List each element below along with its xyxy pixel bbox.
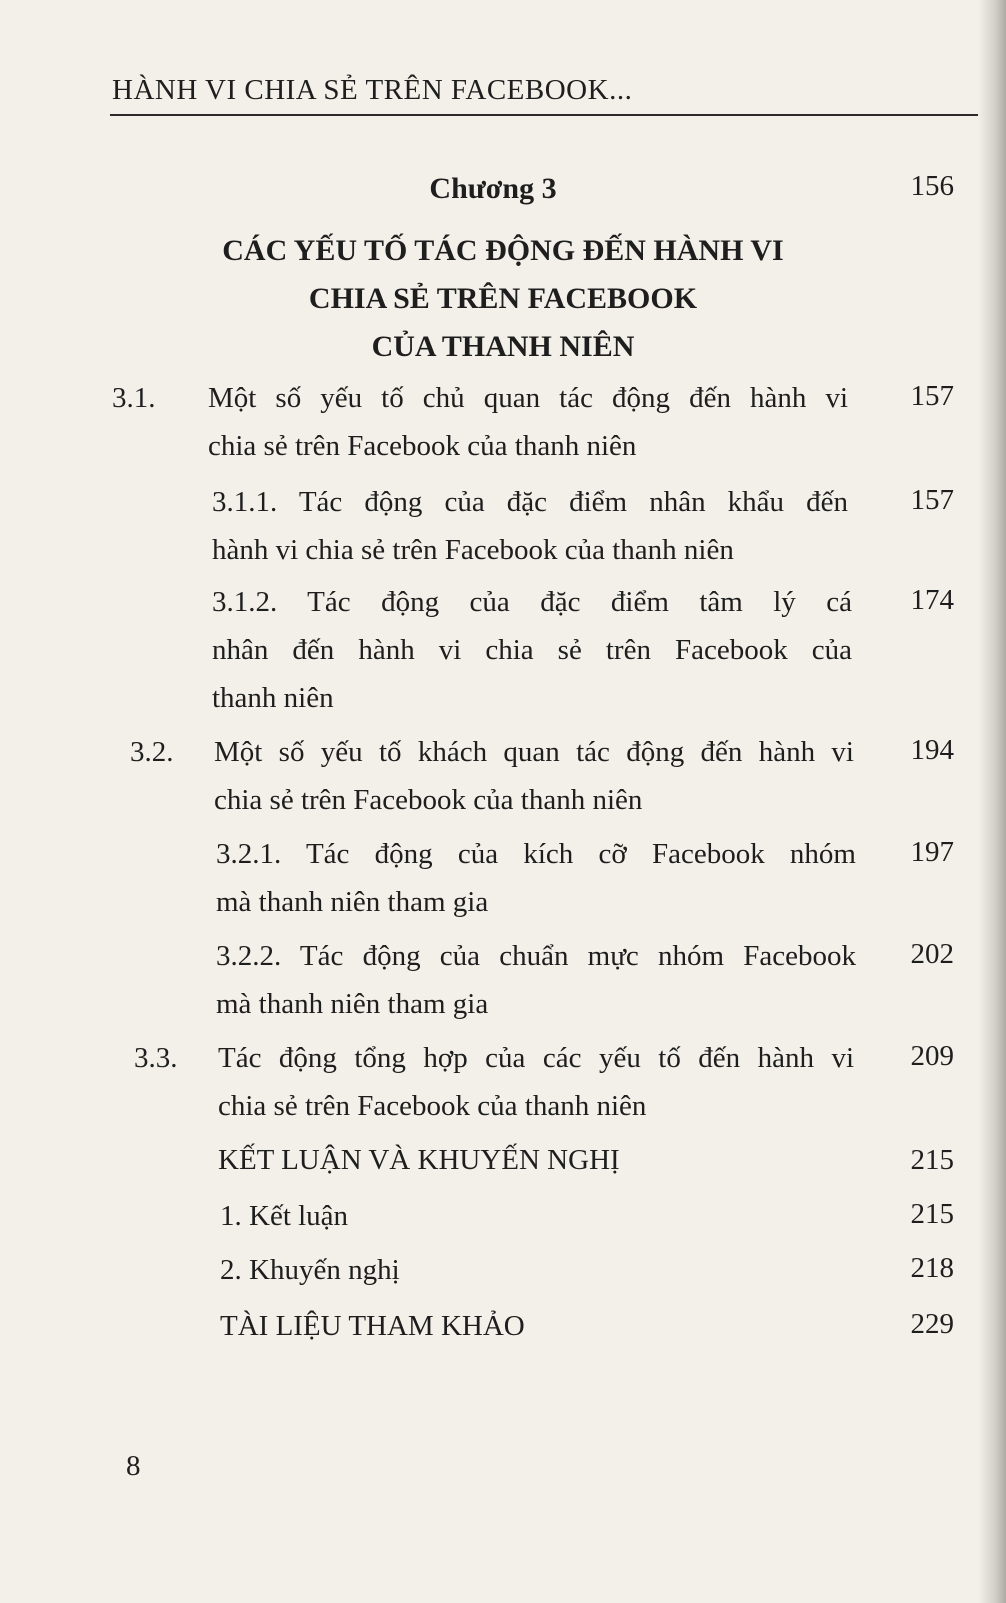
page-number: 8	[126, 1450, 141, 1482]
toc-entry-number: 3.3.	[134, 1042, 178, 1074]
toc-entry-line: mà thanh niên tham gia	[216, 886, 489, 918]
toc-entry-page: 218	[910, 1252, 954, 1284]
toc-entry-line: hành vi chia sẻ trên Facebook của thanh niên	[212, 534, 734, 566]
toc-entry-page: 157	[910, 380, 954, 412]
toc-entry-line: chia sẻ trên Facebook của thanh niên	[208, 430, 637, 462]
toc-entry-line: 1. Kết luận	[220, 1200, 349, 1232]
chapter-title-line: CÁC YẾU TỐ TÁC ĐỘNG ĐẾN HÀNH VI	[222, 234, 784, 267]
chapter-label: Chương 3	[429, 172, 557, 205]
chapter-page-number: 156	[910, 170, 954, 202]
toc-entry-number: 3.1.	[112, 382, 156, 414]
toc-entry-page: 194	[910, 734, 954, 766]
toc-entry-number: 3.2.	[130, 736, 174, 768]
header-rule	[110, 114, 978, 116]
toc-entry-line: Tác động tổng hợp của các yếu tố đến hành vi	[218, 1042, 854, 1074]
toc-entry-line: nhân đến hành vi chia sẻ trên Facebook của	[212, 634, 852, 666]
toc-entry-line: Một số yếu tố chủ quan tác động đến hành vi	[208, 382, 848, 414]
toc-entry-line: mà thanh niên tham gia	[216, 988, 489, 1020]
toc-entry-line: thanh niên	[212, 682, 334, 714]
toc-entry-page: 229	[910, 1308, 954, 1340]
toc-entry-page: 215	[910, 1198, 954, 1230]
toc-entry-page: 215	[910, 1144, 954, 1176]
toc-entry-line: 3.1.2. Tác động của đặc điểm tâm lý cá	[212, 586, 852, 618]
toc-entry-line: 3.1.1. Tác động của đặc điểm nhân khẩu đến	[212, 486, 848, 518]
toc-entry-line: 2. Khuyến nghị	[220, 1254, 400, 1286]
toc-entry-line: TÀI LIỆU THAM KHẢO	[220, 1310, 525, 1342]
toc-entry-line: KẾT LUẬN VÀ KHUYẾN NGHỊ	[218, 1144, 620, 1176]
toc-entry-line: 3.2.2. Tác động của chuẩn mực nhóm Facebook	[216, 940, 856, 972]
chapter-title-line: CỦA THANH NIÊN	[371, 330, 635, 363]
chapter-title-line: CHIA SẺ TRÊN FACEBOOK	[308, 282, 698, 315]
toc-entry-line: 3.2.1. Tác động của kích cỡ Facebook nhóm	[216, 838, 856, 870]
toc-entry-page: 202	[910, 938, 954, 970]
toc-entry-line: Một số yếu tố khách quan tác động đến hành vi	[214, 736, 854, 768]
toc-entry-page: 197	[910, 836, 954, 868]
toc-entry-page: 174	[910, 584, 954, 616]
toc-entry-line: chia sẻ trên Facebook của thanh niên	[214, 784, 643, 816]
toc-entry-page: 157	[910, 484, 954, 516]
toc-entry-page: 209	[910, 1040, 954, 1072]
toc-entry-line: chia sẻ trên Facebook của thanh niên	[218, 1090, 647, 1122]
running-header: HÀNH VI CHIA SẺ TRÊN FACEBOOK...	[112, 74, 633, 106]
